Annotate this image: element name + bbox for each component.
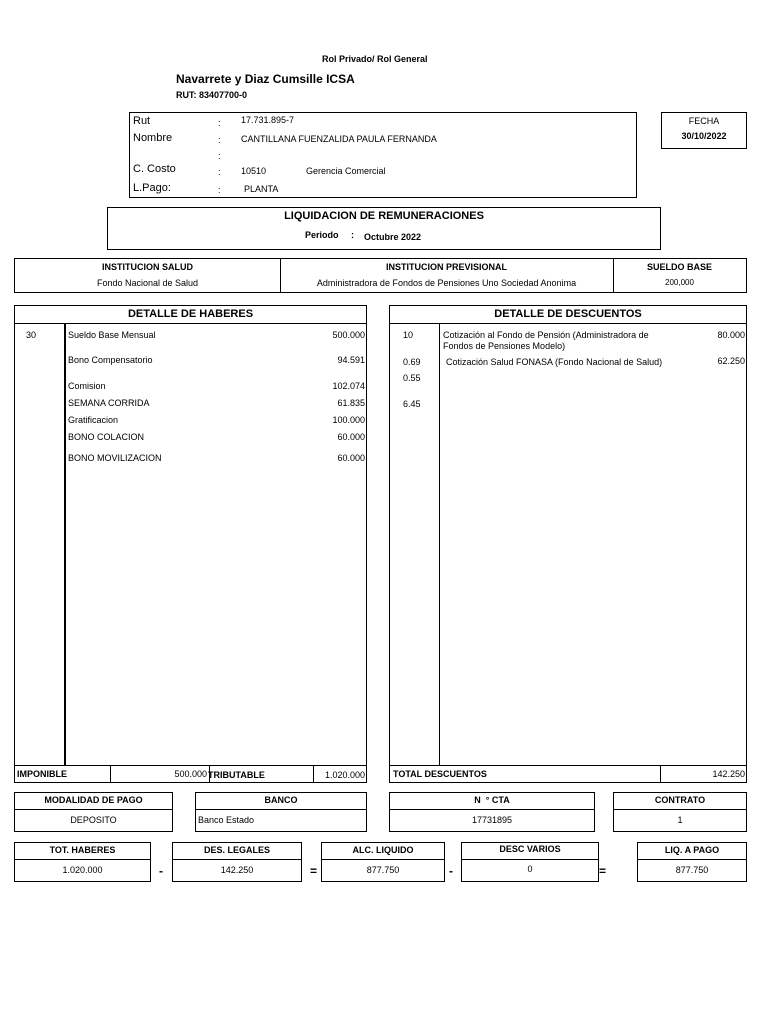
contract-box [613, 792, 747, 832]
earning-desc-5: BONO COLACION [68, 432, 145, 442]
earning-amount-4: 100.000 [332, 415, 365, 425]
employee-info-box [129, 112, 637, 198]
contract-value: 1 [677, 815, 683, 825]
rut-label: Rut [133, 115, 151, 127]
health-institution-label: INSTITUCION SALUD [102, 262, 193, 272]
net-amount-label: ALC. LIQUIDO [352, 845, 414, 855]
payment-method-box [14, 792, 173, 832]
net-amount-box [321, 842, 445, 882]
legal-deductions-label: DES. LEGALES [203, 845, 270, 855]
legal-deductions-value: 142.250 [220, 865, 254, 875]
amount-to-pay-box [637, 842, 747, 882]
cost-center-code: 10510 [241, 166, 267, 176]
total-earnings-label: TOT. HABERES [49, 845, 116, 855]
other-deductions-box [461, 842, 599, 882]
taxable-base-label: IMPONIBLE [17, 769, 68, 779]
deduction-rate-1: 0.69 [403, 357, 421, 367]
deductions-panel [389, 305, 747, 783]
name-label: Nombre [133, 132, 173, 144]
bank-box [195, 792, 367, 832]
period-value: Octubre 2022 [364, 232, 422, 242]
date-value: 30/10/2022 [681, 131, 727, 141]
earnings-panel [14, 305, 367, 783]
deduction-desc-1: Cotización Salud FONASA (Fondo Nacional de Salud) [446, 357, 663, 367]
payment-location-label: L.Pago: [133, 182, 171, 194]
document-top-title: Rol Privado/ Rol General [322, 54, 428, 64]
company-rut: RUT: 83407700-0 [176, 90, 248, 100]
pension-institution-value: Administradora de Fondos de Pensiones Uno Sociedad Anonima [316, 278, 577, 288]
amount-to-pay-value: 877.750 [675, 865, 709, 875]
earning-amount-3: 61.835 [337, 398, 365, 408]
pension-institution-label: INSTITUCION PREVISIONAL [385, 262, 507, 272]
other-deductions-value: 0 [527, 864, 533, 874]
earning-desc-0: Sueldo Base Mensual [68, 330, 156, 340]
company-name: Navarrete y Diaz Cumsille ICSA [176, 72, 355, 86]
earning-desc-4: Gratificacion [68, 415, 119, 425]
blank-colon: : [218, 151, 221, 161]
total-deductions-label: TOTAL DESCUENTOS [393, 769, 487, 779]
deduction-amount-0: 80.000 [717, 330, 745, 340]
equals-sign-2: = [599, 864, 607, 878]
cost-center-label: C. Costo [133, 163, 176, 175]
other-deductions-label: DESC VARIOS [499, 844, 561, 854]
taxable-base-value: 500.000 [174, 769, 207, 779]
earning-amount-0: 500.000 [332, 330, 365, 340]
account-label: N ° CTA [474, 795, 510, 805]
total-deductions-value: 142.250 [712, 769, 745, 779]
earning-desc-6: BONO MOVILIZACION [68, 453, 162, 463]
earning-amount-6: 60.000 [337, 453, 365, 463]
earning-desc-2: Comision [68, 381, 106, 391]
account-value: 17731895 [471, 815, 513, 825]
cost-center-colon: : [218, 167, 221, 177]
minus-sign-2: - [449, 864, 453, 878]
minus-sign-1: - [159, 864, 163, 878]
bank-label: BANCO [264, 795, 298, 805]
period-label: Periodo [305, 230, 339, 240]
payment-location-value: PLANTA [244, 184, 279, 194]
taxable-income-value: 1.020.000 [324, 770, 365, 780]
equals-sign-1: = [310, 864, 318, 878]
date-label: FECHA [688, 116, 720, 126]
contract-label: CONTRATO [654, 795, 706, 805]
date-box [661, 112, 747, 149]
cost-center-name: Gerencia Comercial [306, 166, 386, 176]
deduction-rate-3: 6.45 [403, 399, 421, 409]
earning-amount-5: 60.000 [337, 432, 365, 442]
earning-amount-2: 102.074 [332, 381, 365, 391]
earning-desc-1: Bono Compensatorio [68, 355, 153, 365]
liquidation-title-box [107, 207, 661, 250]
taxable-income-label: TRIBUTABLE [208, 770, 265, 780]
rut-value: 17.731.895-7 [241, 115, 295, 125]
earning-desc-3: SEMANA CORRIDA [68, 398, 150, 408]
liquidation-title: LIQUIDACION DE REMUNERACIONES [284, 210, 484, 222]
name-colon: : [218, 135, 221, 145]
total-earnings-box [14, 842, 151, 882]
deductions-title: DETALLE DE DESCUENTOS [494, 308, 642, 320]
payment-method-label: MODALIDAD DE PAGO [44, 795, 143, 805]
deduction-rate-2: 0.55 [403, 373, 421, 383]
deduction-rate-0: 10 [403, 330, 414, 340]
institutions-box [14, 258, 747, 293]
deduction-desc-0: Cotización al Fondo de Pensión (Administradora de Fondos de Pensiones Modelo) [443, 330, 649, 351]
rut-colon: : [218, 118, 221, 128]
legal-deductions-box [172, 842, 302, 882]
name-value: CANTILLANA FUENZALIDA PAULA FERNANDA [241, 134, 437, 144]
amount-to-pay-label: LIQ. A PAGO [664, 845, 720, 855]
base-salary-value: 200,000 [665, 278, 694, 287]
earning-amount-1: 94.591 [337, 355, 365, 365]
total-earnings-value: 1.020.000 [62, 865, 103, 875]
bank-value: Banco Estado [198, 815, 255, 825]
net-amount-value: 877.750 [366, 865, 400, 875]
payment-method-value: DEPOSITO [70, 815, 117, 825]
deduction-amount-1: 62.250 [717, 356, 745, 366]
period-colon: : [351, 230, 354, 240]
account-box [389, 792, 595, 832]
health-institution-value: Fondo Nacional de Salud [96, 278, 199, 288]
earnings-title: DETALLE DE HABERES [127, 308, 254, 320]
payment-location-colon: : [218, 185, 221, 195]
earning-qty-0: 30 [26, 330, 37, 340]
base-salary-label: SUELDO BASE [646, 262, 712, 272]
